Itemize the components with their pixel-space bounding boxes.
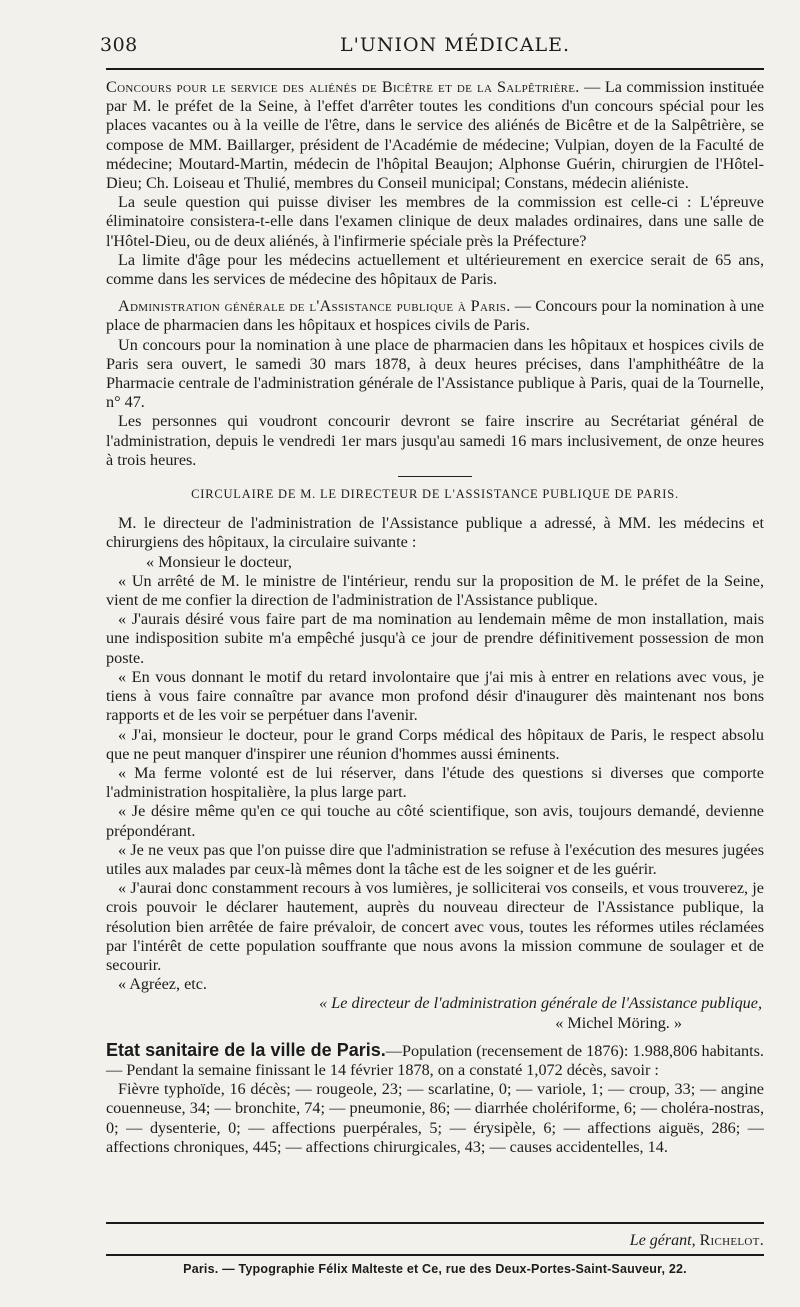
etat-title: Etat sanitaire de la ville de Paris. <box>106 1039 386 1060</box>
administration-p1 <box>106 297 764 335</box>
administration-title: Administration générale de l'Assistance publique à Paris. <box>118 297 511 316</box>
gerant-name: Richelot. <box>699 1232 764 1249</box>
concours-p2: La seule question qui puisse diviser les membres de la commission est celle-ci : L'épreuve éliminatoire consistera-t-elle dans l'examen clinique de deux malades ordinaires, dans une salle de l'Hôtel-Dieu, ou de deux aliénés, à l'infirmerie spéciale près la Préfecture? <box>106 193 764 250</box>
header-rule <box>106 68 764 70</box>
printer-footer: Paris. — Typographie Félix Malteste et Ce, rue des Deux-Portes-Saint-Sauveur, 22. <box>183 1262 687 1276</box>
concours-p1 <box>106 78 764 193</box>
circulaire-paragraph: « Je désire même qu'en ce qui touche au côté scientifique, son avis, toujours demandé, devienne prépondérant. <box>106 802 764 840</box>
circulaire-paragraph: « J'ai, monsieur le docteur, pour le grand Corps médical des hôpitaux de Paris, le respect absolu que ne peut manquer d'inspirer une réunion d'hommes aussi éminents. <box>106 725 764 763</box>
administration-p2: Un concours pour la nomination à une place de pharmacien dans les hôpitaux et hospices civils de Paris sera ouvert, le samedi 30 mars 1878, à deux heures précises, dans l'amphithéâtre de la Pharmacie centrale de l'administration générale de l'Assistance publique à Paris, quai de la Tournelle, n° 47. <box>106 335 764 412</box>
etat-p1 <box>106 1041 764 1080</box>
circulaire-title: CIRCULAIRE DE M. LE DIRECTEUR DE L'ASSISTANCE PUBLIQUE DE PARIS. <box>191 487 679 502</box>
gerant-label: Le gérant, <box>629 1232 696 1249</box>
circulaire-signature-name: « Michel Möring. » <box>555 1013 682 1032</box>
concours-p3: La limite d'âge pour les médecins actuellement et ultérieurement en exercice serait de 65 ans, comme dans les services de médecine des hôpitaux de Paris. <box>106 250 764 289</box>
circulaire-paragraph: « J'aurai donc constamment recours à vos lumières, je solliciterai vos conseils, et vous trouverez, je crois pouvoir le déclarer hautement, auprès du nouveau directeur de l'Assistance publique, la résolution bien arrêtée de faire prévaloir, de concert avec vous, toutes les réformes utiles réclamées par l'intérêt de cette population souffrante que nous avons la mission commune de soulager et de secourir. <box>106 879 764 974</box>
bottom-rule <box>106 1254 764 1256</box>
administration-text: — Concours pour la nomination à une place de pharmacien dans les hôpitaux et hospices civils de Paris. <box>106 297 765 335</box>
circulaire-paragraph: « Ma ferme volonté est de lui réserver, dans l'étude des questions si diverses que comporte l'administration hospitalière, la plus large part. <box>106 763 764 802</box>
section-separator <box>398 476 472 477</box>
etat-p2: Fièvre typhoïde, 16 décès; — rougeole, 23; — scarlatine, 0; — variole, 1; — croup, 33; — angine couenneuse, 34; — bronchite, 74; — pneumonie, 86; — diarrhée cholériforme, 6; — choléra-nostras, 0; — dysenterie, 0; — affections puerpérales, 5; — érysipèle, 6; — affections aiguës, 286; — affections chroniques, 445; — affections chirurgicales, 43; — causes accidentelles, 14. <box>106 1080 764 1156</box>
running-title: L'UNION MÉDICALE. <box>340 34 571 56</box>
page-number: 308 <box>100 34 138 56</box>
article-body <box>106 78 764 1157</box>
bottom-rule-top <box>106 1222 764 1224</box>
circulaire-intro: M. le directeur de l'administration de l'Assistance publique a adressé, à MM. les médecins et chirurgiens des hôpitaux, la circulaire suivante : <box>106 514 764 552</box>
administration-p3: Les personnes qui voudront concourir devront se faire inscrire au Secrétariat général de l'administration, depuis le vendredi 1er mars jusqu'au samedi 16 mars inclusivement, de onze heures à trois heures. <box>106 412 764 469</box>
gerant-line <box>106 1232 764 1250</box>
circulaire-paragraph: « En vous donnant le motif du retard involontaire que j'ai mis à entrer en relations avec vous, je tiens à vous faire connaître par avance mon profond désir d'inaugurer dès maintenant nos bons rapports et de les voir se perpétuer dans l'avenir. <box>106 667 764 725</box>
circulaire-paragraph: « J'aurais désiré vous faire part de ma nomination au lendemain même de mon installation, mais une indisposition subite m'a empêché jusqu'à ce jour de prendre définitivement possession de mon poste. <box>106 610 764 667</box>
circulaire-paragraph: « Agréez, etc. <box>118 975 207 994</box>
circulaire-signature-title: « Le directeur de l'administration générale de l'Assistance publique, <box>319 994 762 1013</box>
page-header <box>96 34 766 64</box>
concours-text: — La commission instituée par M. le préfet de la Seine, à l'effet d'arrêter toutes les conditions d'un concours spécial pour les places vacantes ou à la veille de l'être, dans le service des aliénés de Bicêtre et de la Salpêtrière, se compose de MM. Baillarger, président de l'Académie de médecine; Vulpian, doyen de la Faculté de médecine; Moutard-Martin, médecin de l'hôpital Beaujon; Alphonse Guérin, chirurgien de l'Hôtel-Dieu; Ch. Loiseau et Thulié, membres du Conseil municipal; Constans, médecin aliéniste. <box>106 78 764 193</box>
circulaire-paragraph: « Un arrêté de M. le ministre de l'intérieur, rendu sur la proposition de M. le préfet de la Seine, vient de me confier la direction de l'administration de l'Assistance publique. <box>106 571 764 610</box>
circulaire-salutation: « Monsieur le docteur, <box>146 552 292 571</box>
circulaire-paragraph: « Je ne veux pas que l'on puisse dire que l'administration se refuse à l'exécution des mesures jugées utiles aux malades par ceux-là mêmes dont la tâche est de les soigner et de les guérir. <box>106 840 764 878</box>
concours-title: Concours pour le service des aliénés de Bicêtre et de la Salpêtrière. <box>106 78 580 96</box>
etat-text: —Population (recensement de 1876): 1.988,806 habitants. — Pendant la semaine finissant le 14 février 1878, on a constaté 1,072 décès, savoir : <box>106 1041 764 1079</box>
